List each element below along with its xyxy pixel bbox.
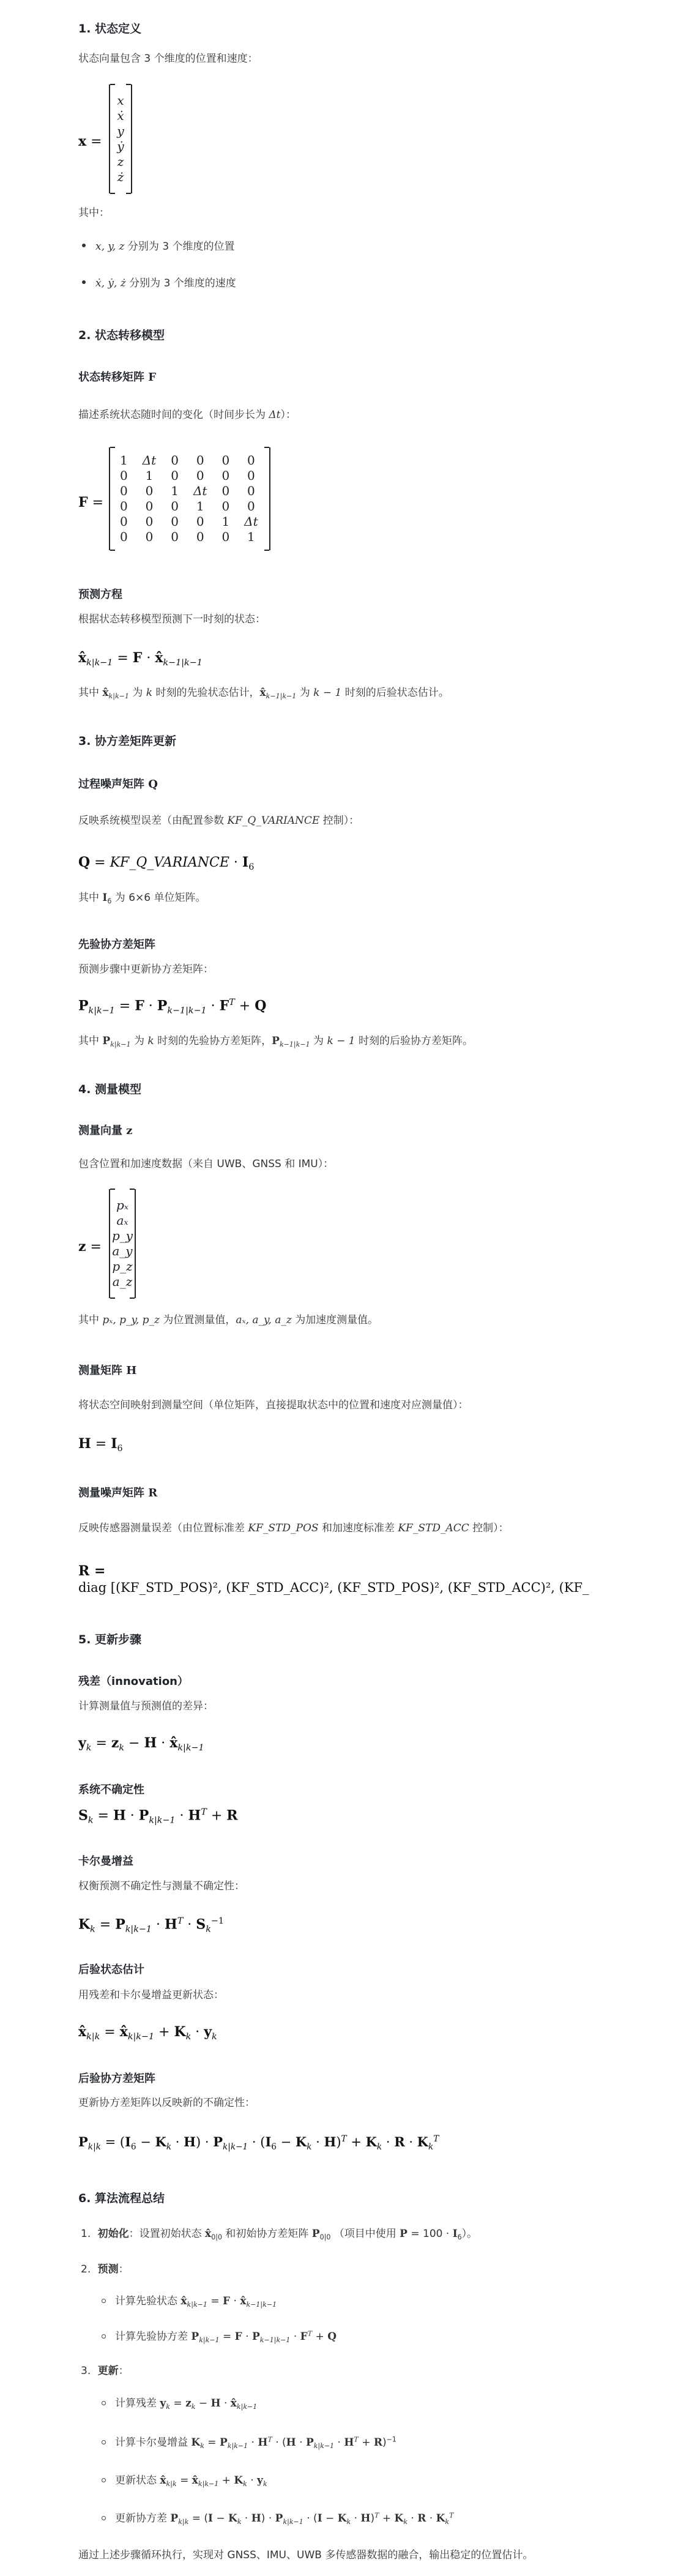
circle-bullet (102, 2516, 106, 2520)
f-label: F = (78, 495, 104, 510)
where-label: 其中： (78, 207, 110, 219)
h-matrix-desc: 将状态空间映射到测量空间（单位矩阵，直接提取状态中的位置和速度对应测量值）： (78, 1399, 469, 1411)
f-matrix-cell: 0 (171, 529, 179, 544)
f-matrix-title: 状态转移矩阵 F (78, 371, 157, 384)
f-matrix-cell: 0 (221, 468, 230, 483)
f-matrix-cell: 0 (145, 529, 154, 544)
f-matrix-cell: 1 (247, 529, 255, 544)
q-note: 其中 $I_6$ 为 6×6 单位矩阵。 (78, 892, 206, 905)
f-matrix-row (113, 452, 266, 468)
posterior-cov-desc: 更新协方差矩阵以反映新的不确定性： (78, 2097, 255, 2109)
f-matrix-cell: 1 (196, 498, 204, 513)
z-vector-entry: a_y (112, 1244, 133, 1258)
r-matrix-title: 测量噪声矩阵 R (78, 1487, 158, 1499)
residual-title: 残差（innovation） (78, 1675, 188, 1688)
section-4-heading: 4. 测量模型 (78, 1083, 142, 1096)
f-matrix-cell: 0 (171, 513, 179, 529)
f-matrix-row (113, 498, 266, 513)
measurement-vector-z (109, 1189, 136, 1298)
z-vector-entry: p_z (112, 1259, 133, 1274)
step-1: 1. 初始化：设置初始状态 $x̂_{0|0}$ 和初始协方差矩阵 $P_{0|0}$ （项目中使用 $P = 100 \cdot I_6$）。 (81, 2228, 478, 2241)
prediction-desc: 根据状态转移模型预测下一时刻的状态： (78, 613, 266, 625)
f-matrix-cell: 0 (196, 529, 204, 544)
circle-bullet (102, 2299, 106, 2303)
posterior-state-desc: 用残差和卡尔曼增益更新状态： (78, 1989, 224, 2001)
step-2-item-1: 计算先验状态 $x̂_{k|k-1} = F$ · $x̂_{k-1|k-1}$ (115, 2295, 277, 2309)
f-matrix-cell: Δt (142, 452, 157, 468)
x-vector-label: x = (78, 133, 102, 149)
section-2-heading: 2. 状态转移模型 (78, 329, 165, 342)
kalman-gain-equation: $K_k = P_{k|k-1} \cdot H^T \cdot S_k^{-1}$ (78, 1916, 224, 1935)
f-matrix-cell: 0 (196, 513, 204, 529)
step-3-item-1: 计算残差 $y_k = z_k - H$ · $x̂_{k|k-1}$ (115, 2397, 258, 2411)
z-vector-title: 测量向量 z (78, 1124, 133, 1137)
f-matrix-cell: 1 (221, 513, 230, 529)
f-matrix-cell: 0 (196, 468, 204, 483)
r-matrix-desc: 反映传感器测量误差（由位置标准差 KF_STD_POS 和加速度标准差 KF_STD_ACC 控制）： (78, 1522, 509, 1534)
z-vector-note: 其中 pₓ, p_y, p_z 为位置测量值，aₓ, a_y, a_z 为加速度测量值。 (78, 1314, 379, 1326)
posterior-cov-title: 后验协方差矩阵 (78, 2072, 155, 2085)
bullet-dot (82, 244, 86, 247)
f-matrix-cell: 0 (247, 468, 255, 483)
f-matrix-cell: 0 (145, 498, 154, 513)
f-matrix-row (113, 529, 266, 544)
summary-text: 通过上述步骤循环执行，实现对 GNSS、IMU、UWB 多传感器数据的融合，输出稳定的位置估计。 (78, 2549, 534, 2561)
bullet-velocity: ẋ, ẏ, ż 分别为 3 个维度的速度 (95, 277, 236, 289)
f-matrix-cell: 1 (171, 483, 179, 498)
z-vector-desc: 包含位置和加速度数据（来自 UWB、GNSS 和 IMU）： (78, 1158, 334, 1170)
f-matrix-cell: 0 (120, 513, 128, 529)
f-matrix-cell: 0 (221, 498, 230, 513)
f-matrix-cell: 0 (145, 513, 154, 529)
prior-cov-equation: $P_{k|k-1} = F \cdot P_{k-1|k-1} \cdot F^T + Q$ (78, 998, 267, 1016)
f-matrix-cell: 0 (247, 498, 255, 513)
q-matrix-desc: 反映系统模型误差（由配置参数 KF_Q_VARIANCE 控制）： (78, 815, 360, 827)
x-vector-entry: y (117, 124, 124, 138)
f-matrix-cell: 1 (145, 468, 154, 483)
circle-bullet (102, 2440, 106, 2444)
prediction-equation: $x̂_{k|k-1} = F$ · $x̂_{k-1|k-1}$ (78, 650, 203, 668)
f-matrix-cell: 0 (120, 529, 128, 544)
section-1-heading: 1. 状态定义 (78, 22, 142, 35)
system-uncertainty-title: 系统不确定性 (78, 1783, 144, 1796)
f-matrix-row (113, 483, 266, 498)
section-3-heading: 3. 协方差矩阵更新 (78, 734, 177, 748)
bullet-position: x, y, z 分别为 3 个维度的位置 (95, 241, 235, 253)
z-vector-entry: pₓ (116, 1198, 128, 1212)
f-matrix-cell: Δt (244, 513, 258, 529)
step-2: 2. 预测： (81, 2263, 129, 2275)
r-equation-head: R = (78, 1563, 106, 1579)
posterior-state-equation: $x̂_{k|k}$ = $x̂_{k|k-1} + K_k \cdot y_k$ (78, 2024, 217, 2042)
q-matrix-title: 过程噪声矩阵 Q (78, 778, 158, 791)
f-matrix-row (113, 513, 266, 529)
z-vector-label: z = (78, 1239, 102, 1255)
r-equation-scroll[interactable] (78, 1580, 679, 1595)
prior-cov-note: 其中 $P_{k|k-1}$ 为 k 时刻的先验协方差矩阵，$P_{k-1|k-1}$ 为 k − 1 时刻的后验协方差矩阵。 (78, 1035, 474, 1048)
f-matrix-cell: 0 (221, 483, 230, 498)
f-matrix-cell: 0 (196, 452, 204, 468)
r-equation-body: diag [(KF_STD_POS)², (KF_STD_ACC)², (KF_STD_POS)², (KF_STD_ACC)², (KF_ (78, 1580, 589, 1595)
f-matrix-cell: 0 (120, 483, 128, 498)
x-vector-entry: ẋ (117, 108, 124, 123)
posterior-cov-equation: $P_{k|k} = (I_6 - K_k \cdot H) \cdot P_{k|k-1} \cdot (I_6 - K_k \cdot H)^T + K_k \cdot R \cdot K_k^T$ (78, 2134, 439, 2152)
f-matrix-cell: 0 (247, 452, 255, 468)
prediction-note: 其中 $x̂_{k|k-1}$ 为 k 时刻的先验状态估计，$x̂_{k-1|k-1}$ 为 k − 1 时刻的后验状态估计。 (78, 687, 449, 700)
circle-bullet (102, 2478, 106, 2482)
f-matrix-cell: 0 (120, 468, 128, 483)
f-matrix-cell: 0 (171, 468, 179, 483)
f-matrix-cell: 0 (221, 529, 230, 544)
z-vector-entry: aₓ (116, 1213, 128, 1228)
bullet-dot (82, 280, 86, 284)
circle-bullet (102, 2401, 106, 2405)
f-matrix-cell: 0 (120, 498, 128, 513)
step-2-item-2: 计算先验协方差 $P_{k|k-1} = F \cdot P_{k-1|k-1} \cdot F^T + Q$ (115, 2329, 337, 2344)
f-matrix-cell: 0 (247, 483, 255, 498)
h-equation: $H = I_6$ (78, 1436, 123, 1454)
f-matrix-cell: 0 (145, 483, 154, 498)
section-6-heading: 6. 算法流程总结 (78, 2192, 165, 2205)
kalman-gain-title: 卡尔曼增益 (78, 1855, 133, 1868)
step-3: 3. 更新： (81, 2365, 129, 2377)
x-vector-entry: x (117, 93, 124, 108)
step-3-item-2: 计算卡尔曼增益 $K_k = P_{k|k-1} \cdot H^T \cdot (H \cdot P_{k|k-1} \cdot H^T + R)^{-1}$ (115, 2435, 396, 2450)
residual-equation: $y_k = z_k - H$ · $x̂_{k|k-1}$ (78, 1735, 204, 1753)
f-matrix-cell: 0 (221, 452, 230, 468)
f-matrix-cell: Δt (193, 483, 207, 498)
section-5-heading: 5. 更新步骤 (78, 1633, 142, 1646)
prior-cov-title: 先验协方差矩阵 (78, 938, 155, 951)
f-matrix-row (113, 468, 266, 483)
f-matrix-cell: 0 (171, 498, 179, 513)
prior-cov-desc: 预测步骤中更新协方差矩阵： (78, 963, 214, 976)
circle-bullet (102, 2334, 106, 2339)
h-matrix-title: 测量矩阵 H (78, 1364, 137, 1377)
x-vector-entry: ż (117, 170, 124, 184)
prediction-title: 预测方程 (78, 588, 122, 601)
posterior-state-title: 后验状态估计 (78, 1963, 144, 1976)
step-3-item-3: 更新状态 $x̂_{k|k}$ = $x̂_{k|k-1} + K_k \cdot y_k$ (115, 2474, 267, 2488)
residual-desc: 计算测量值与预测值的差异： (78, 1700, 214, 1712)
state-vector-x (109, 84, 132, 193)
f-matrix-cell: 0 (171, 452, 179, 468)
f-matrix-cell: 1 (120, 452, 128, 468)
x-vector-entry: ẏ (117, 139, 124, 154)
f-matrix-desc: 描述系统状态随时间的变化（时间步长为 Δt）： (78, 409, 297, 421)
q-equation: Q = KF_Q_VARIANCE · $I_6$ (78, 854, 255, 872)
z-vector-entry: p_y (111, 1228, 133, 1243)
kalman-gain-desc: 权衡预测不确定性与测量不确定性： (78, 1880, 245, 1892)
x-vector-entry: z (117, 154, 124, 169)
f-matrix (109, 447, 270, 550)
z-vector-entry: a_z (112, 1274, 133, 1289)
system-uncertainty-equation: $S_k = H \cdot P_{k|k-1} \cdot H^T + R$ (78, 1807, 238, 1826)
state-intro: 状态向量包含 3 个维度的位置和速度： (78, 53, 258, 65)
step-3-item-4: 更新协方差 $P_{k|k} = (I - K_k \cdot H) \cdot P_{k|k-1} \cdot (I - K_k \cdot H)^T + K_k \cdot R \cdot K_k^T$ (115, 2511, 454, 2526)
